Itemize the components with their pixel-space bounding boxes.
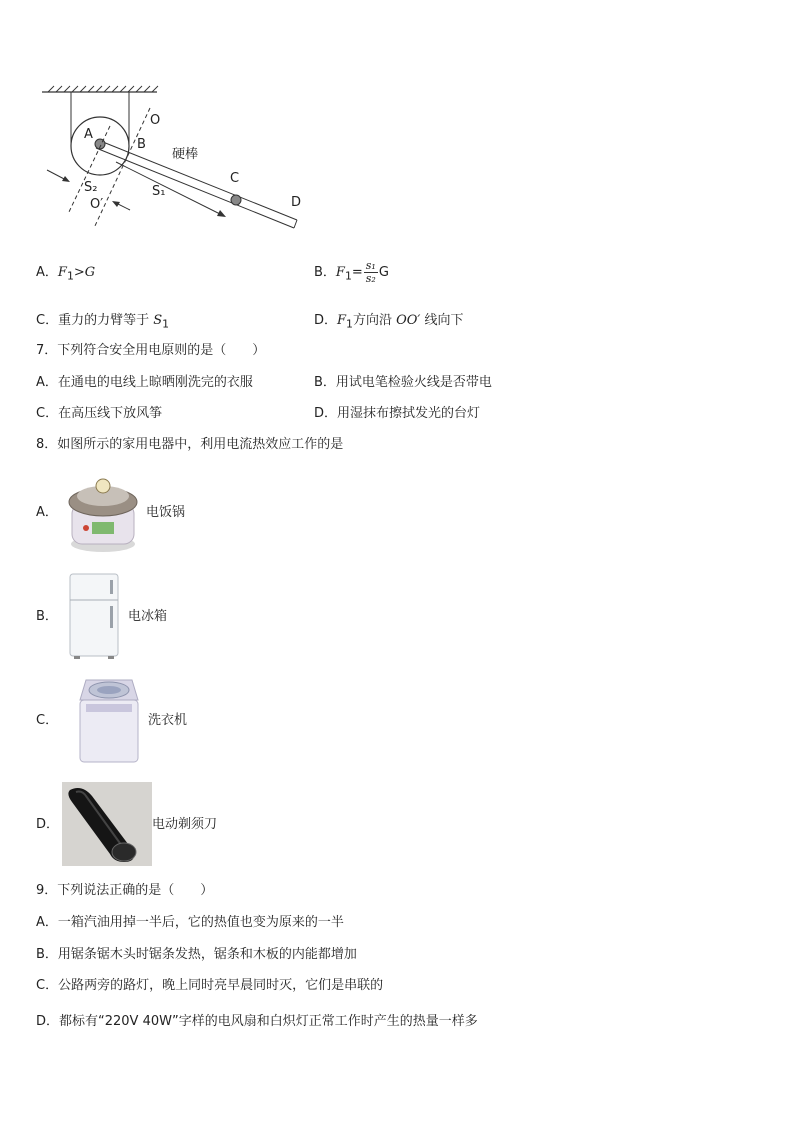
refrigerator-icon[interactable]: [66, 572, 122, 660]
label-O-prime: O′: [90, 197, 104, 212]
rice-cooker-icon[interactable]: [62, 470, 144, 554]
q7-option-a[interactable]: A．在通电的电线上晾晒刚洗完的衣服: [36, 375, 253, 390]
label-S1: S₁: [152, 184, 166, 199]
q6-option-a[interactable]: A．$F_1>G$: [36, 265, 96, 283]
fraction-s1-s2: $\frac{\text{s₁}}{\text{s₂}}$: [365, 259, 376, 285]
q7-option-d[interactable]: D．用湿抹布擦拭发光的台灯: [314, 406, 481, 421]
q8-option-c-letter: C．: [36, 713, 59, 728]
label-S2: S₂: [84, 180, 98, 195]
q9-option-c[interactable]: C．公路两旁的路灯，晚上同时亮早晨同时灭，它们是串联的: [36, 978, 384, 993]
lever-diagram: [0, 0, 794, 260]
q8-option-d-letter: D．: [36, 817, 60, 832]
label-D: D: [291, 195, 302, 210]
q8-option-c-caption: 洗衣机: [148, 713, 188, 728]
q7-option-b[interactable]: B．用试电笔检验火线是否带电: [314, 375, 492, 390]
label-B: B: [137, 137, 146, 152]
q8-option-d-caption: 电动剃须刀: [152, 817, 218, 832]
q9-option-d[interactable]: D．都标有“220V 40W”字样的电风扇和白炽灯正常工作时产生的热量一样多: [36, 1014, 478, 1029]
q9-option-a[interactable]: A．一箱汽油用掉一半后，它的热值也变为原来的一半: [36, 915, 344, 930]
q7-stem: 7．下列符合安全用电原则的是（ ）: [36, 343, 266, 358]
q9-option-b[interactable]: B．用锯条锯木头时锯条发热，锯条和木板的内能都增加: [36, 947, 357, 962]
label-C: C: [230, 171, 240, 186]
electric-shaver-icon[interactable]: [62, 782, 152, 866]
label-A: A: [84, 127, 93, 142]
q7-option-c[interactable]: C．在高压线下放风筝: [36, 406, 163, 421]
q8-option-b-letter: B．: [36, 609, 58, 624]
q8-stem: 8．如图所示的家用电器中，利用电流热效应工作的是: [36, 437, 344, 452]
q6-option-c[interactable]: C．重力的力臂等于 $S_1$: [36, 313, 170, 331]
q6-option-b[interactable]: B．$F_1=$ $\frac{\text{s₁}}{\text{s₂}}$ G: [314, 259, 389, 285]
q9-stem: 9．下列说法正确的是（ ）: [36, 883, 214, 898]
label-O: O: [150, 113, 161, 128]
label-rod: 硬棒: [172, 147, 199, 162]
q8-option-a-letter: A．: [36, 505, 58, 520]
washing-machine-icon[interactable]: [76, 674, 142, 766]
q8-option-b-caption: 电冰箱: [128, 609, 168, 624]
q8-option-a-caption: 电饭锅: [146, 505, 186, 520]
q6-option-d[interactable]: D．$F_1$方向沿 OO′ 线向下: [314, 313, 464, 331]
